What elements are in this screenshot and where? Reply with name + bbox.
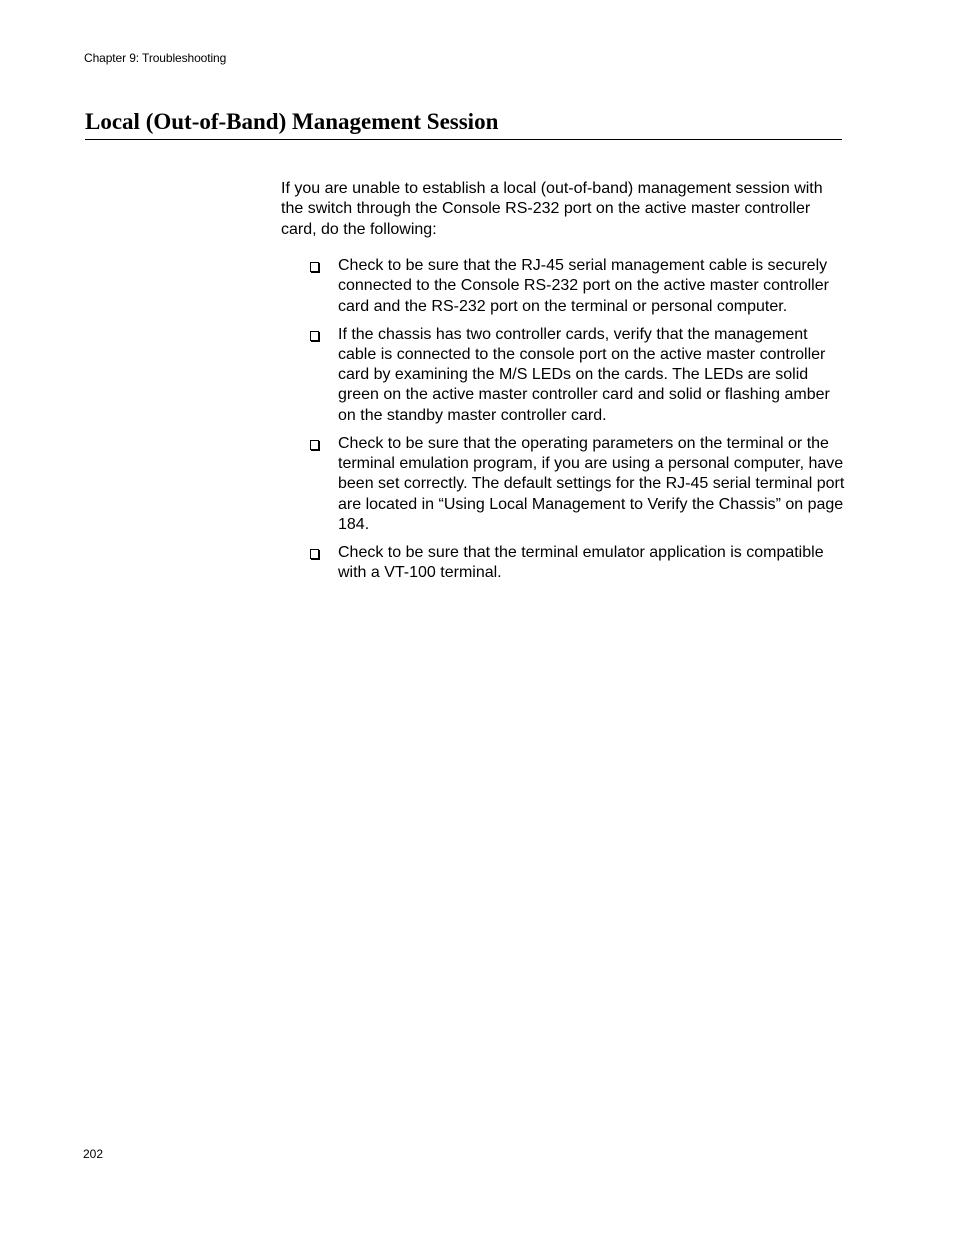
checkbox-bullet-icon	[310, 331, 319, 341]
section-title: Local (Out-of-Band) Management Session	[85, 107, 842, 140]
page-number: 202	[83, 1147, 104, 1161]
checkbox-bullet-icon	[310, 549, 319, 559]
checklist-item-text: Check to be sure that the operating parameters on the terminal or the terminal emulation program, if you are using a personal computer, have been set correctly. The default settings for the RJ-45 serial terminal port are located in “Using Local Management to Verify the Chassis” on page 184.	[338, 434, 845, 533]
checklist	[305, 256, 845, 591]
checklist-item	[305, 543, 845, 584]
checklist-item-text: Check to be sure that the RJ-45 serial management cable is securely connected to the Console RS-232 port on the active master controller card and the RS-232 port on the terminal or personal computer.	[338, 257, 829, 315]
checkbox-bullet-icon	[310, 440, 319, 450]
checklist-item-text: If the chassis has two controller cards, verify that the management cable is connected to the console port on the active master controller card by examining the M/S LEDs on the cards. The LEDs are solid green on the active master controller card and solid or flashing amber on the standby master controller card.	[338, 325, 830, 424]
checkbox-bullet-icon	[310, 262, 319, 272]
checklist-item	[305, 325, 845, 426]
intro-paragraph: If you are unable to establish a local (out-of-band) management session with the switch through the Console RS-232 port on the active master controller card, do the following:	[281, 180, 823, 238]
checklist-item-text: Check to be sure that the terminal emulator application is compatible with a VT-100 terminal.	[338, 543, 824, 582]
running-header: Chapter 9: Troubleshooting	[84, 51, 227, 65]
checklist-item	[305, 256, 845, 317]
checklist-item	[305, 434, 845, 535]
